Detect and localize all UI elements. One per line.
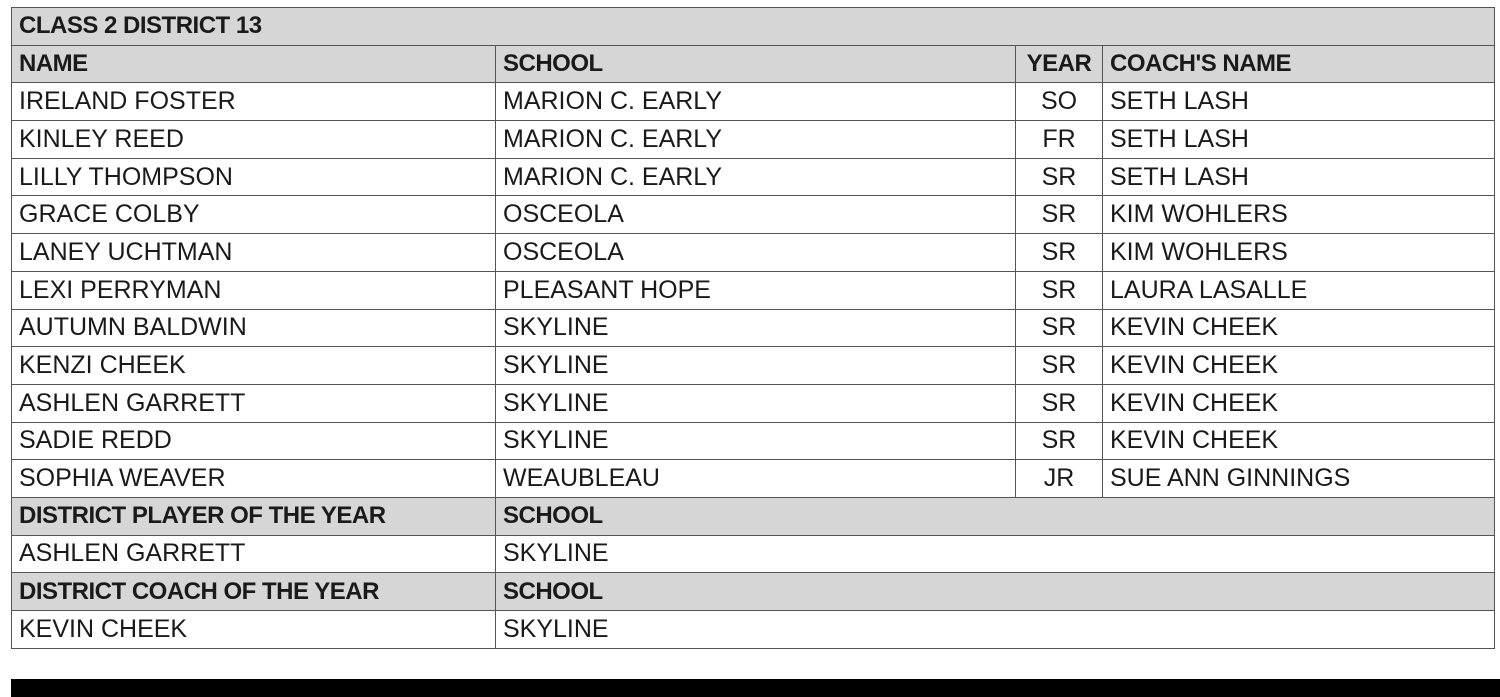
table-row bbox=[12, 422, 1495, 460]
player-name: GRACE COLBY bbox=[12, 196, 496, 234]
player-name: KINLEY REED bbox=[12, 121, 496, 159]
column-header-name: NAME bbox=[12, 45, 496, 83]
player-coach: SUE ANN GINNINGS bbox=[1103, 460, 1495, 498]
player-year: SR bbox=[1016, 422, 1103, 460]
table-row bbox=[12, 234, 1495, 272]
player-year: SR bbox=[1016, 347, 1103, 385]
player-name: LANEY UCHTMAN bbox=[12, 234, 496, 272]
player-year: SR bbox=[1016, 309, 1103, 347]
player-year: FR bbox=[1016, 121, 1103, 159]
column-header-row bbox=[12, 45, 1495, 83]
player-year: SR bbox=[1016, 158, 1103, 196]
player-name: LEXI PERRYMAN bbox=[12, 271, 496, 309]
coach-of-year-school-label: SCHOOL bbox=[496, 573, 1495, 611]
table-row bbox=[12, 384, 1495, 422]
player-of-year-name: ASHLEN GARRETT bbox=[12, 535, 496, 573]
bottom-black-bar bbox=[11, 679, 1500, 697]
player-coach: KEVIN CHEEK bbox=[1103, 347, 1495, 385]
player-school: OSCEOLA bbox=[496, 196, 1016, 234]
table-row bbox=[12, 347, 1495, 385]
player-name: SOPHIA WEAVER bbox=[12, 460, 496, 498]
player-year: SR bbox=[1016, 271, 1103, 309]
player-school: PLEASANT HOPE bbox=[496, 271, 1016, 309]
player-school: MARION C. EARLY bbox=[496, 158, 1016, 196]
player-year: JR bbox=[1016, 460, 1103, 498]
player-school: OSCEOLA bbox=[496, 234, 1016, 272]
player-school: SKYLINE bbox=[496, 384, 1016, 422]
player-name: ASHLEN GARRETT bbox=[12, 384, 496, 422]
player-coach: SETH LASH bbox=[1103, 121, 1495, 159]
table-row bbox=[12, 309, 1495, 347]
coach-of-year-header-row bbox=[12, 573, 1495, 611]
table-row bbox=[12, 121, 1495, 159]
player-year: SR bbox=[1016, 196, 1103, 234]
player-school: MARION C. EARLY bbox=[496, 121, 1016, 159]
player-coach: KIM WOHLERS bbox=[1103, 234, 1495, 272]
coach-of-year-school: SKYLINE bbox=[496, 611, 1495, 649]
player-school: SKYLINE bbox=[496, 309, 1016, 347]
table-title-row bbox=[12, 8, 1495, 46]
player-coach: SETH LASH bbox=[1103, 158, 1495, 196]
table-row bbox=[12, 158, 1495, 196]
table-title: CLASS 2 DISTRICT 13 bbox=[12, 8, 1495, 46]
player-name: SADIE REDD bbox=[12, 422, 496, 460]
player-name: LILLY THOMPSON bbox=[12, 158, 496, 196]
player-of-year-school-label: SCHOOL bbox=[496, 497, 1495, 535]
player-coach: KEVIN CHEEK bbox=[1103, 422, 1495, 460]
player-coach: LAURA LASALLE bbox=[1103, 271, 1495, 309]
player-school: MARION C. EARLY bbox=[496, 83, 1016, 121]
all-district-sheet bbox=[11, 7, 1494, 649]
player-name: KENZI CHEEK bbox=[12, 347, 496, 385]
player-of-year-header-row bbox=[12, 497, 1495, 535]
coach-of-year-row bbox=[12, 611, 1495, 649]
player-year: SR bbox=[1016, 234, 1103, 272]
player-coach: KEVIN CHEEK bbox=[1103, 384, 1495, 422]
player-name: AUTUMN BALDWIN bbox=[12, 309, 496, 347]
coach-of-year-label: DISTRICT COACH OF THE YEAR bbox=[12, 573, 496, 611]
column-header-school: SCHOOL bbox=[496, 45, 1016, 83]
player-of-year-label: DISTRICT PLAYER OF THE YEAR bbox=[12, 497, 496, 535]
player-name: IRELAND FOSTER bbox=[12, 83, 496, 121]
table-row bbox=[12, 460, 1495, 498]
player-school: SKYLINE bbox=[496, 422, 1016, 460]
player-school: SKYLINE bbox=[496, 347, 1016, 385]
all-district-table bbox=[11, 7, 1495, 649]
table-row bbox=[12, 271, 1495, 309]
player-school: WEAUBLEAU bbox=[496, 460, 1016, 498]
player-coach: KEVIN CHEEK bbox=[1103, 309, 1495, 347]
table-row bbox=[12, 83, 1495, 121]
player-of-year-school: SKYLINE bbox=[496, 535, 1495, 573]
player-year: SO bbox=[1016, 83, 1103, 121]
column-header-year: YEAR bbox=[1016, 45, 1103, 83]
player-coach: KIM WOHLERS bbox=[1103, 196, 1495, 234]
player-of-year-row bbox=[12, 535, 1495, 573]
player-coach: SETH LASH bbox=[1103, 83, 1495, 121]
column-header-coach: COACH'S NAME bbox=[1103, 45, 1495, 83]
table-row bbox=[12, 196, 1495, 234]
player-year: SR bbox=[1016, 384, 1103, 422]
coach-of-year-name: KEVIN CHEEK bbox=[12, 611, 496, 649]
